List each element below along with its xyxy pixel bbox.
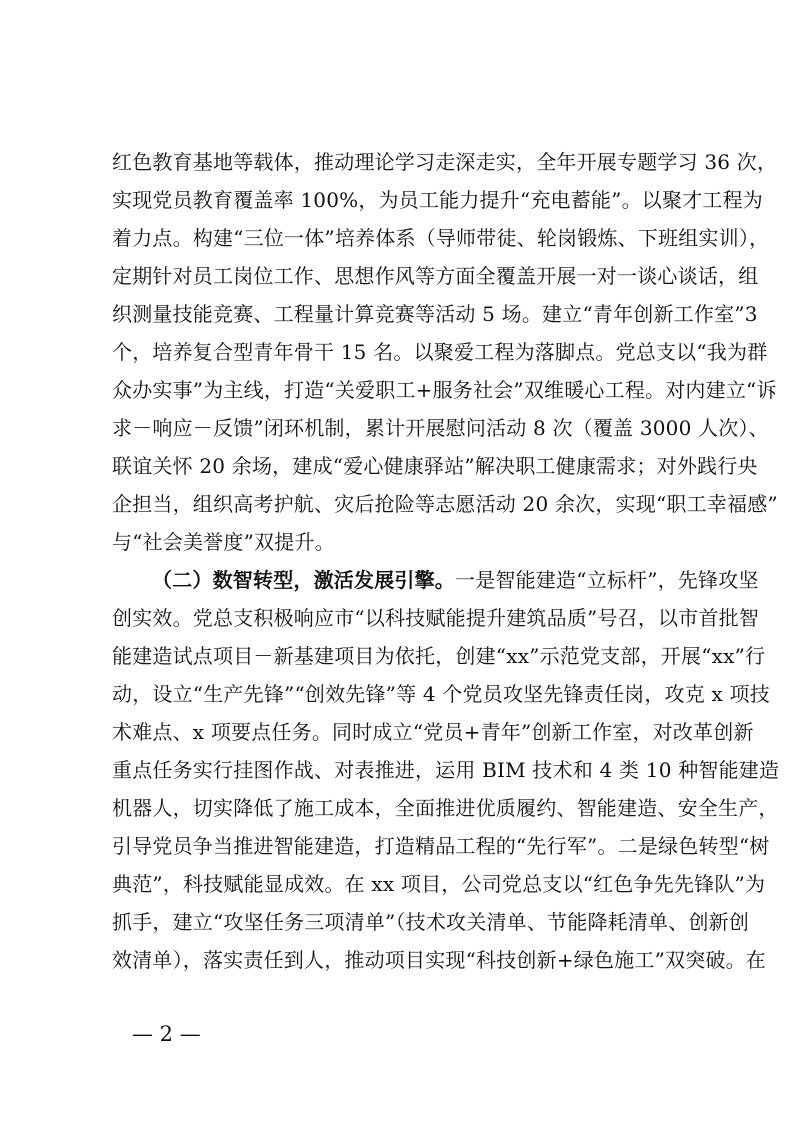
page-number: — 2 — xyxy=(132,1022,201,1046)
paragraph-line: 与“社会美誉度”双提升。 xyxy=(112,530,335,554)
paragraph-line: 重点任务实行挂图作战、对表推进，运用 BIM 技术和 4 类 10 种智能建造 xyxy=(112,758,780,782)
paragraph-line: 创实效。党总支积极响应市“以科技赋能提升建筑品质”号召，以市首批智 xyxy=(112,606,760,630)
paragraph-line: 企担当，组织高考护航、灾后抢险等志愿活动 20 余次，实现“职工幸福感” xyxy=(112,492,778,516)
paragraph-line: 实现党员教育覆盖率 100%，为员工能力提升“充电蓄能”。以聚才工程为 xyxy=(112,188,763,212)
paragraph-line: 能建造试点项目－新基建项目为依托，创建“xx”示范党支部，开展“xx”行 xyxy=(112,644,766,668)
paragraph-line: 术难点、x 项要点任务。同时成立“党员+青年”创新工作室，对改革创新 xyxy=(112,720,754,744)
paragraph-line: 动，设立“生产先锋”“创效先锋”等 4 个党员攻坚先锋责任岗，攻克 x 项技 xyxy=(112,682,770,706)
section-heading: （二）数智转型，激活发展引擎。 xyxy=(152,568,455,592)
paragraph-line: 织测量技能竞赛、工程量计算竞赛等活动 5 场。建立“青年创新工作室”3 xyxy=(112,302,758,326)
paragraph-line: 个，培养复合型青年骨干 15 名。以聚爱工程为落脚点。党总支以“我为群 xyxy=(112,340,768,364)
paragraph-line: 定期针对员工岗位工作、思想作风等方面全覆盖开展一对一谈心谈话，组 xyxy=(112,264,759,288)
paragraph-line: 红色教育基地等载体，推动理论学习走深走实，全年开展专题学习 36 次， xyxy=(112,150,778,174)
section-heading-rest: 一是智能建造“立标杆”，先锋攻坚 xyxy=(455,568,759,592)
paragraph-line: 着力点。构建“三位一体”培养体系（导师带徒、轮岗锻炼、下班组实训）， xyxy=(112,226,770,250)
section-heading-line xyxy=(152,561,759,599)
paragraph-line: 引导党员争当推进智能建造，打造精品工程的“先行军”。二是绿色转型“树 xyxy=(112,834,770,858)
paragraph-line: 抓手，建立“攻坚任务三项清单”（技术攻关清单、节能降耗清单、创新创 xyxy=(112,910,750,934)
paragraph-line: 联谊关怀 20 余场，建成“爱心健康驿站”解决职工健康需求；对外践行央 xyxy=(112,454,758,478)
paragraph-line: 求－响应－反馈”闭环机制，累计开展慰问活动 8 次（覆盖 3000 人次）、 xyxy=(112,416,769,440)
paragraph-line: 效清单），落实责任到人，推动项目实现“科技创新+绿色施工”双突破。在 xyxy=(112,948,767,972)
paragraph-line: 众办实事”为主线，打造“关爱职工+服务社会”双维暖心工程。对内建立“诉 xyxy=(112,378,777,402)
paragraph-line: 典范”，科技赋能显成效。在 xx 项目，公司党总支以“红色争先先锋队”为 xyxy=(112,872,766,896)
paragraph-line: 机器人，切实降低了施工成本，全面推进优质履约、智能建造、安全生产， xyxy=(112,796,779,820)
